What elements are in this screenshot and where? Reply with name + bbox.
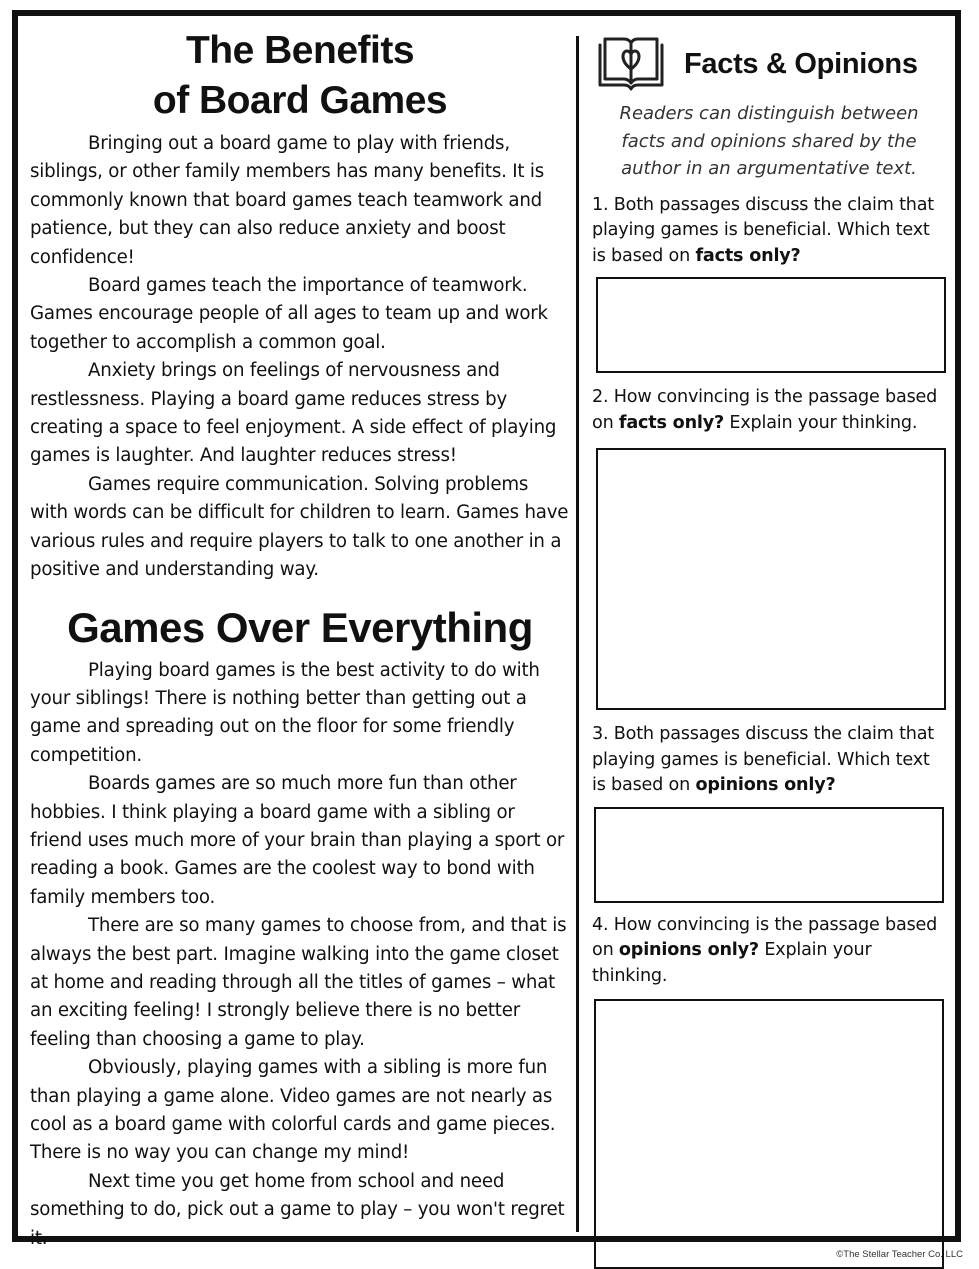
question-text: Explain your thinking. bbox=[592, 940, 872, 986]
passage1-title-line1: The Benefits bbox=[185, 29, 415, 72]
question-text: 1. Both passages discuss the claim that playing games is beneficial. Which text is based on bbox=[592, 194, 934, 266]
sidebar-description: Readers can distinguish between facts and opinions shared by the author in an argumentative text. bbox=[619, 103, 919, 179]
column-divider bbox=[576, 36, 579, 1232]
passage2-paragraph: Next time you get home from school and need something to do, pick out a game to play – you won't regret it. bbox=[30, 1170, 565, 1249]
sidebar-title: Facts & Opinions bbox=[684, 47, 918, 80]
passage1-paragraph: Anxiety brings on feelings of nervousness and restlessness. Playing a board game reduces stress by creating a space to feel enjoyment. A side effect of playing games is laughter. And laughter reduces stress! bbox=[30, 360, 557, 467]
passage2-paragraph: Playing board games is the best activity to do with your siblings! There is nothing better than getting out a game and spreading out on the floor for some friendly competition. bbox=[30, 659, 540, 766]
question-4 bbox=[592, 913, 946, 990]
passage2-title: Games Over Everything bbox=[67, 603, 533, 651]
sidebar-header bbox=[592, 32, 946, 96]
answer-box-3[interactable] bbox=[594, 807, 944, 903]
question-1 bbox=[592, 193, 946, 270]
question-text: 2. How convincing is the passage based on bbox=[592, 387, 938, 433]
question-2 bbox=[592, 385, 946, 436]
passage1-paragraph: Board games teach the importance of teamwork. Games encourage people of all ages to team up and work together to accomplish a common goal. bbox=[30, 275, 548, 353]
passage1-paragraph: Games require communication. Solving problems with words can be difficult for children to learn. Games have various rules and require players to talk to one another in a positive and understanding way. bbox=[30, 473, 569, 581]
passage1-title bbox=[30, 26, 570, 126]
passage2-paragraph: There are so many games to choose from, and that is always the best part. Imagine walking into the game closet at home and reading through all the titles of games – what an exciting feeling! I strongly believe there is no better feeling than choosing a game to play. bbox=[30, 915, 567, 1050]
question-emphasis: opinions only? bbox=[618, 940, 759, 960]
question-emphasis: opinions only? bbox=[695, 775, 836, 795]
question-text: 4. How convincing is the passage based on bbox=[592, 914, 938, 960]
question-emphasis: facts only? bbox=[618, 412, 725, 433]
passage1-paragraph: Bringing out a board game to play with friends, siblings, or other family members has many benefits. It is commonly known that board games teach teamwork and patience, but they can also reduce anxiety and boost confidence! bbox=[30, 133, 545, 268]
passage2-paragraph: Boards games are so much more fun than other hobbies. I think playing a board game with a sibling or friend uses much more of your brain than playing a sport or reading a book. Games are the coolest way to bond with family members too. bbox=[30, 773, 565, 908]
questions-column bbox=[592, 32, 946, 1269]
question-text: Explain your thinking. bbox=[724, 412, 918, 433]
question-3 bbox=[592, 722, 946, 799]
answer-box-2[interactable] bbox=[596, 448, 946, 710]
answer-box-4[interactable] bbox=[594, 999, 944, 1269]
question-text: 3. Both passages discuss the claim that playing games is beneficial. Which text is based on bbox=[592, 724, 934, 795]
answer-box-1[interactable] bbox=[596, 277, 946, 373]
copyright-footer: ©The Stellar Teacher Co. LLC bbox=[836, 1249, 963, 1260]
passages-column bbox=[30, 26, 570, 1253]
book-heart-icon bbox=[596, 33, 666, 95]
question-emphasis: facts only? bbox=[695, 245, 801, 266]
passage1-title-line2: of Board Games bbox=[152, 79, 448, 122]
passage2-paragraph: Obviously, playing games with a sibling is more fun than playing a game alone. Video games are not nearly as cool as a board game with colorful cards and game pieces. There is no way you can change my mind! bbox=[30, 1057, 556, 1164]
